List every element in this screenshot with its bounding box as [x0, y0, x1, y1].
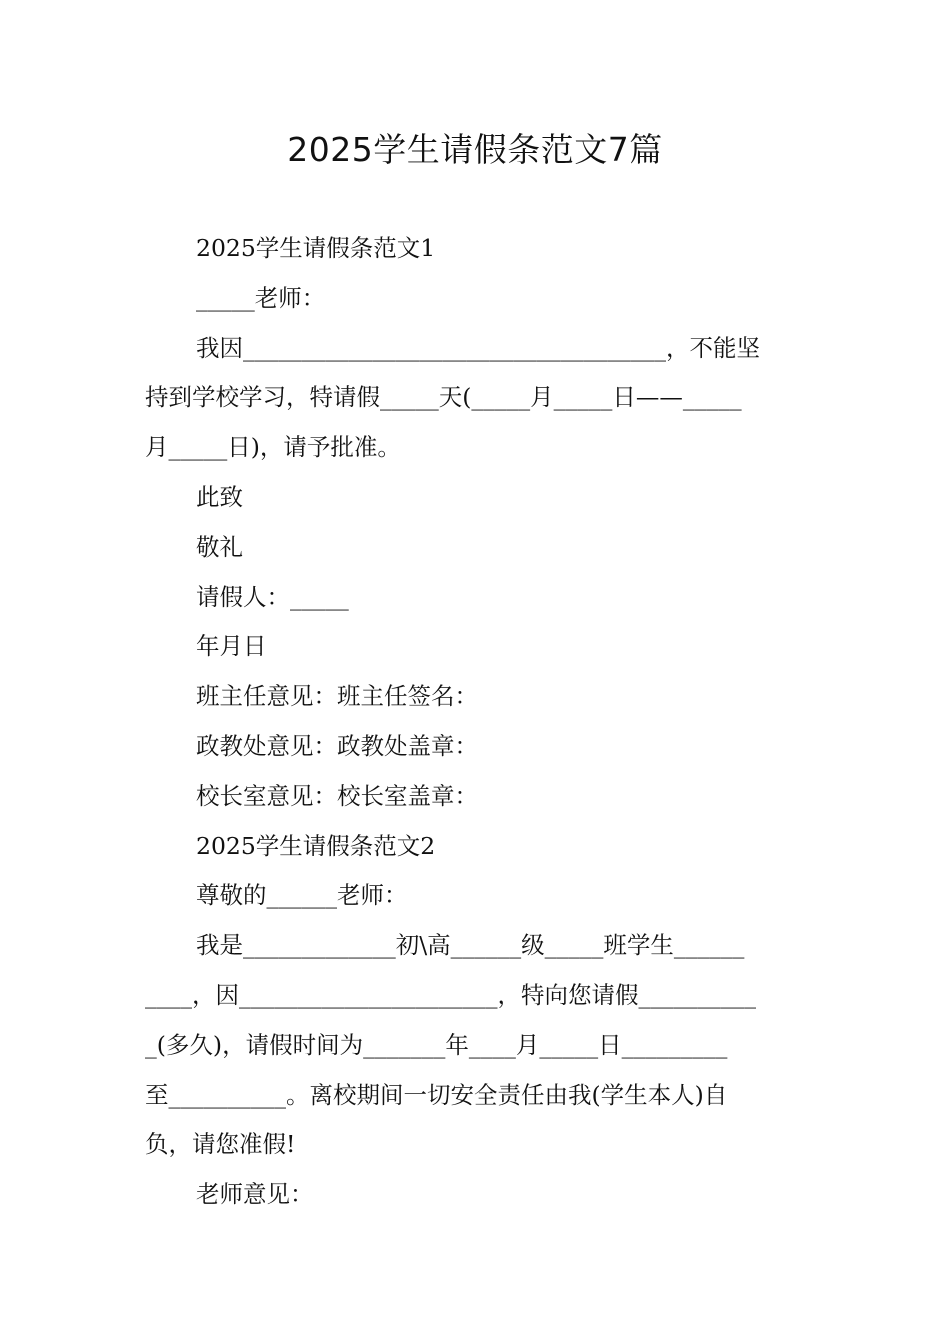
- approval-line: 政教处意见：政教处盖章：: [196, 731, 478, 760]
- document-body: [145, 224, 807, 1220]
- approval-line: 校长室意见：校长室盖章：: [196, 781, 478, 810]
- closing-line: 敬礼: [196, 532, 243, 561]
- salutation-line: 尊敬的______老师：: [196, 881, 408, 910]
- paragraph-line: 月_____日)，请予批准。: [145, 433, 401, 462]
- teacher-opinion-line: 老师意见：: [196, 1180, 314, 1209]
- paragraph-line: _(多久)，请假时间为_______年____月_____日_________: [145, 1030, 728, 1059]
- paragraph-line: 我是_____________初\高______级_____班学生______: [196, 931, 745, 960]
- paragraph-line: 负，请您准假!: [145, 1130, 296, 1159]
- paragraph-line: 我因____________________________________，不能坚: [196, 333, 760, 362]
- signature-line: 请假人：_____: [196, 582, 349, 611]
- paragraph-line: 至__________。离校期间一切安全责任由我(学生本人)自: [145, 1080, 728, 1109]
- paragraph-line: 持到学校学习，特请假_____天(_____月_____日——_____: [145, 383, 742, 412]
- paragraph-line: ____，因______________________，特向您请假__________: [145, 980, 756, 1009]
- approval-line: 班主任意见：班主任签名：: [196, 682, 478, 711]
- date-line: 年月日: [196, 632, 267, 661]
- salutation-line: _____老师：: [196, 283, 326, 312]
- document-title: 2025学生请假条范文7篇: [287, 130, 663, 169]
- section-heading-1: 2025学生请假条范文1: [196, 234, 436, 262]
- closing-line: 此致: [196, 482, 243, 511]
- section-heading-2: 2025学生请假条范文2: [196, 831, 436, 860]
